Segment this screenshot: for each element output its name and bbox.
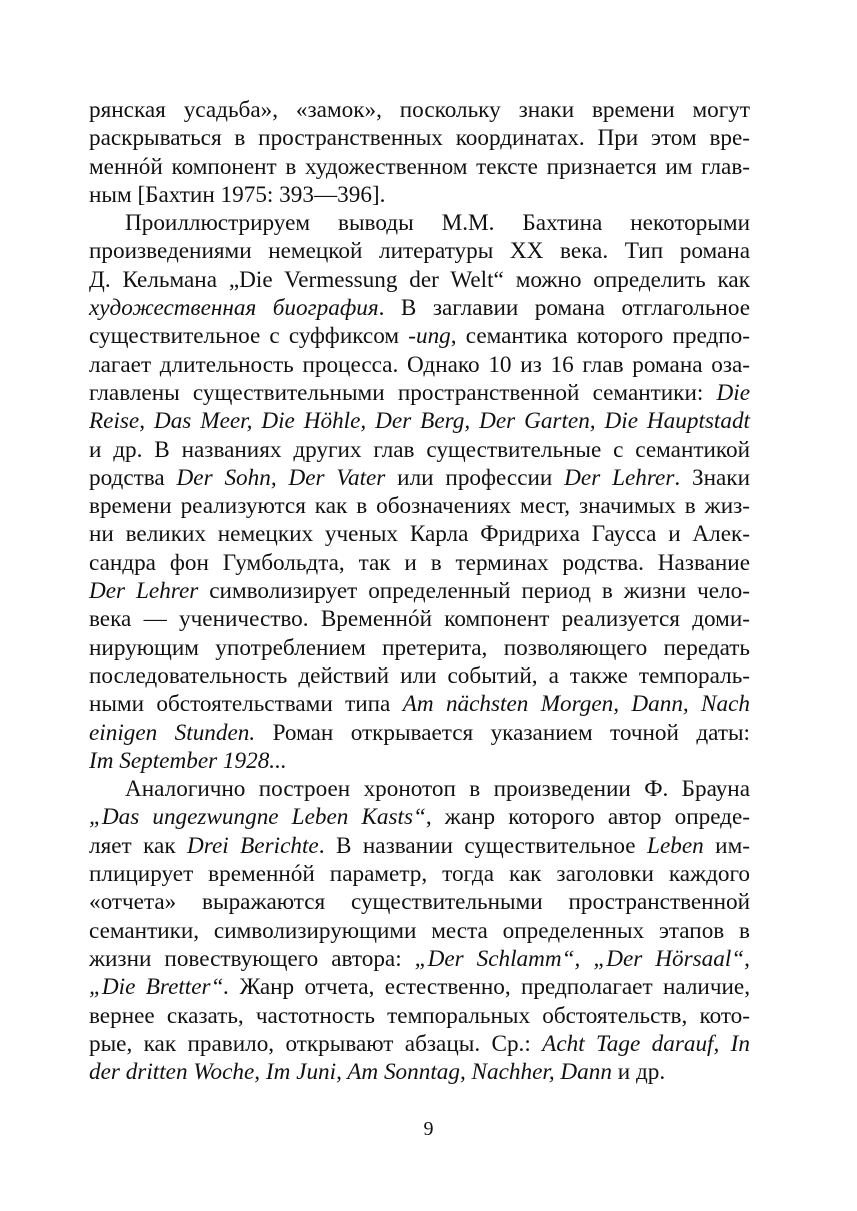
text-line — [89, 351, 750, 379]
text-run: Проиллюстрируем выводы М.М. Бахтина некоторыми — [125, 210, 750, 237]
italic-text: „Die Bretter“. — [89, 974, 230, 1001]
text-line — [89, 747, 750, 775]
text-line — [89, 803, 750, 831]
text-line — [89, 577, 750, 605]
text-line — [89, 181, 750, 209]
text-run: раскрываться в пространственных координатах. При этом вре- — [89, 125, 750, 152]
italic-text: Acht Tage darauf, In — [542, 1030, 750, 1057]
text-line — [89, 520, 750, 548]
text-run: ляет как — [89, 832, 188, 859]
text-line — [89, 549, 750, 577]
text-line — [89, 1002, 750, 1030]
text-line — [89, 464, 750, 492]
text-run: сандра фон Гумбольдта, так и в терминах родства. Название — [89, 549, 750, 576]
text-line — [89, 973, 750, 1001]
text-run: главлены существительными пространственной семантики: — [89, 379, 717, 406]
text-run: произведениями немецкой литературы XX века. Тип романа — [89, 238, 750, 265]
text-line — [89, 153, 750, 181]
text-run: времени реализуются как в обозначениях мест, значимых в жиз- — [89, 493, 750, 520]
paragraph — [89, 775, 750, 1086]
text-run: Жанр отчета, естественно, предполагает наличие, — [229, 974, 751, 1001]
text-run: . В названии существительное — [318, 832, 648, 859]
italic-text: Leben — [647, 832, 704, 859]
text-run: ными обстоятельствами типа — [89, 691, 403, 718]
italic-text: der dritten Woche, Im Juni, Am Sonntag, Nachher, Dann — [89, 1059, 612, 1086]
text-run: . Знаки — [674, 464, 750, 491]
text-line — [89, 436, 750, 464]
text-line — [89, 634, 750, 662]
text-line — [89, 96, 750, 124]
text-run: Д. Кельмана „Die Vermessung der Welt“ можно определить как — [89, 266, 750, 293]
text-run: родства — [89, 464, 177, 491]
italic-text: Drei Berichte — [187, 832, 319, 859]
italic-text: Der Lehrer — [564, 464, 675, 491]
page-number: 9 — [423, 1118, 434, 1140]
text-run: ни великих немецких ученых Карла Фридриха Гаусса и Алек- — [89, 521, 750, 548]
text-run: века — ученичество. Временнóй компонент реализуется доми- — [89, 606, 750, 633]
paragraph — [89, 96, 750, 209]
text-line — [89, 209, 750, 237]
italic-text: „Das ungezwungne Leben Kasts“ — [89, 804, 426, 831]
text-run: и др. В названиях других глав существительные с семантикой — [89, 436, 750, 463]
text-line — [89, 605, 750, 633]
italic-text: Im September 1928... — [89, 747, 287, 774]
text-line — [89, 888, 750, 916]
text-line — [89, 492, 750, 520]
text-run: или профессии — [385, 464, 565, 491]
text-line — [89, 662, 750, 690]
text-run: Роман открывается указанием точной даты: — [255, 719, 750, 746]
text-line — [89, 775, 750, 803]
text-run: жизни повествующего автора: — [89, 945, 415, 972]
text-run: плицирует временнóй параметр, тогда как заголовки каждого — [89, 861, 750, 888]
text-run: «отчета» выражаются существительными пространственной — [89, 889, 750, 916]
text-line — [89, 294, 750, 322]
page-body — [89, 96, 750, 1086]
text-line — [89, 124, 750, 152]
text-run: лагает длительность процесса. Однако 10 из 16 глав романа оза- — [89, 351, 750, 378]
italic-text: Die — [716, 379, 750, 406]
text-line — [89, 860, 750, 888]
italic-text: einigen Stunden. — [89, 719, 256, 746]
italic-text: ung — [415, 323, 451, 350]
text-run: ным [Бахтин 1975: 393—396]. — [89, 181, 386, 208]
text-run: . В заглавии романа отглагольное — [378, 295, 750, 322]
paragraph — [89, 209, 750, 775]
italic-text: Am nächsten Morgen, Dann, Nach — [402, 691, 751, 718]
text-run: существительное с суффиксом - — [89, 323, 416, 350]
italic-text: Der Sohn, Der Vater — [176, 464, 386, 491]
text-run: вернее сказать, частотность темпоральных обстоятельств, кото- — [89, 1002, 750, 1029]
text-run: семантики, символизирующими места определенных этапов в — [89, 917, 750, 944]
italic-text: „Der Schlamm“, „Der Hörsaal“, — [414, 945, 750, 972]
document-text — [89, 96, 750, 1086]
text-line — [89, 1058, 750, 1086]
text-run: рянская усадьба», «замок», поскольку знаки времени могут — [89, 97, 750, 123]
text-line — [89, 832, 750, 860]
italic-text: Der Lehrer — [89, 578, 199, 605]
text-run: символизирует определенный период в жизни чело- — [198, 578, 750, 605]
text-line — [89, 690, 750, 718]
text-run: Аналогично построен хронотоп в произведении Ф. Брауна — [125, 776, 750, 803]
text-run: последовательность действий или событий, а также темпораль- — [89, 662, 750, 689]
text-line — [89, 917, 750, 945]
text-line — [89, 407, 750, 435]
italic-text: художественная биография — [89, 295, 379, 322]
text-run: меннóй компонент в художественном тексте признается им глав- — [89, 153, 750, 180]
text-line — [89, 266, 750, 294]
text-run: нирующим употреблением претерита, позволяющего передать — [89, 634, 750, 661]
text-run: , семантика которого предпо- — [450, 323, 750, 350]
text-run: , жанр которого автор опреде- — [425, 804, 750, 831]
text-run: и др. — [611, 1059, 666, 1086]
text-line — [89, 237, 750, 265]
text-line — [89, 322, 750, 350]
text-line — [89, 1030, 750, 1058]
italic-text: Reise, Das Meer, Die Höhle, Der Berg, Der Garten, Die Hauptstadt — [89, 408, 750, 435]
text-run: рые, как правило, открывают абзацы. Ср.: — [89, 1030, 543, 1057]
text-line — [89, 379, 750, 407]
text-run: им- — [703, 832, 750, 859]
text-line — [89, 719, 750, 747]
text-line — [89, 945, 750, 973]
